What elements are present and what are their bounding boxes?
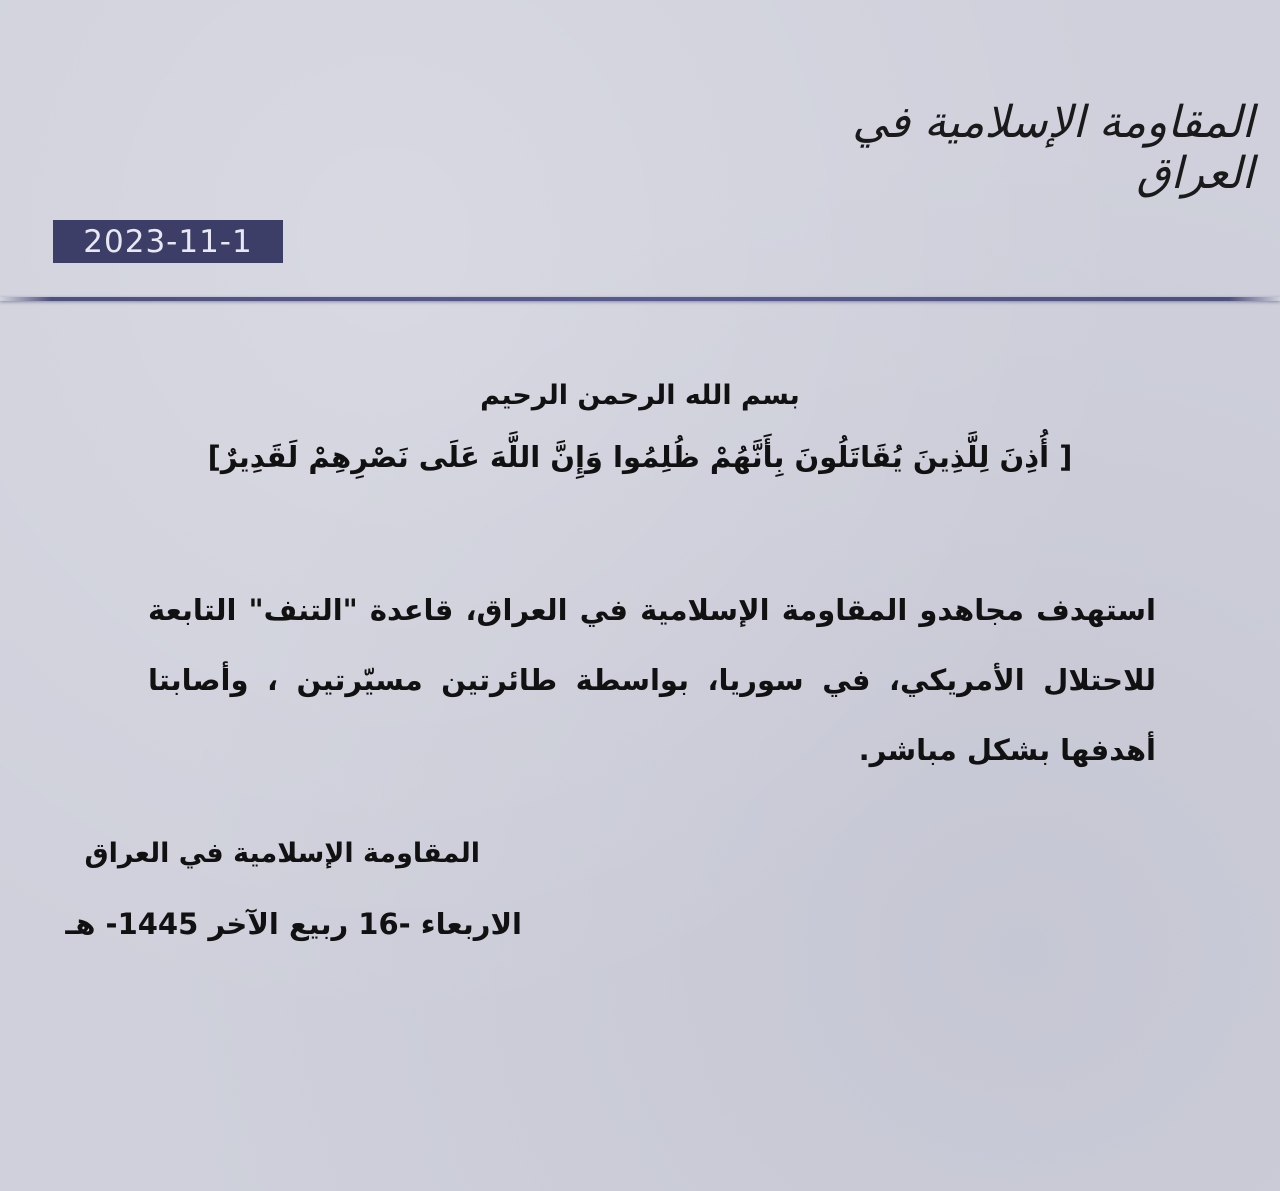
basmala-heading: بسم الله الرحمن الرحيم — [480, 380, 800, 411]
organization-logo: المقاومة الإسلامية في العراق — [852, 97, 1254, 199]
signature: المقاومة الإسلامية في العراق — [84, 838, 480, 869]
header-divider — [0, 297, 1280, 301]
hijri-date: الاربعاء -16 ربيع الآخر 1445- هـ — [65, 907, 522, 941]
date-badge: 2023-11-1 — [53, 220, 283, 263]
statement-body: استهدف مجاهدو المقاومة الإسلامية في العراق، قاعدة "التنف" التابعة للاحتلال الأمريكي، في سوريا، بواسطة طائرتين مسيّرتين ، وأصابتا أهدفها بشكل مباشر. — [148, 593, 1156, 767]
quran-verse: [ أُذِنَ لِلَّذِينَ يُقَاتَلُونَ بِأَنَّهُمْ ظُلِمُوا وَإِنَّ اللَّهَ عَلَى نَصْرِهِمْ لَقَدِيرٌ] — [207, 440, 1073, 474]
